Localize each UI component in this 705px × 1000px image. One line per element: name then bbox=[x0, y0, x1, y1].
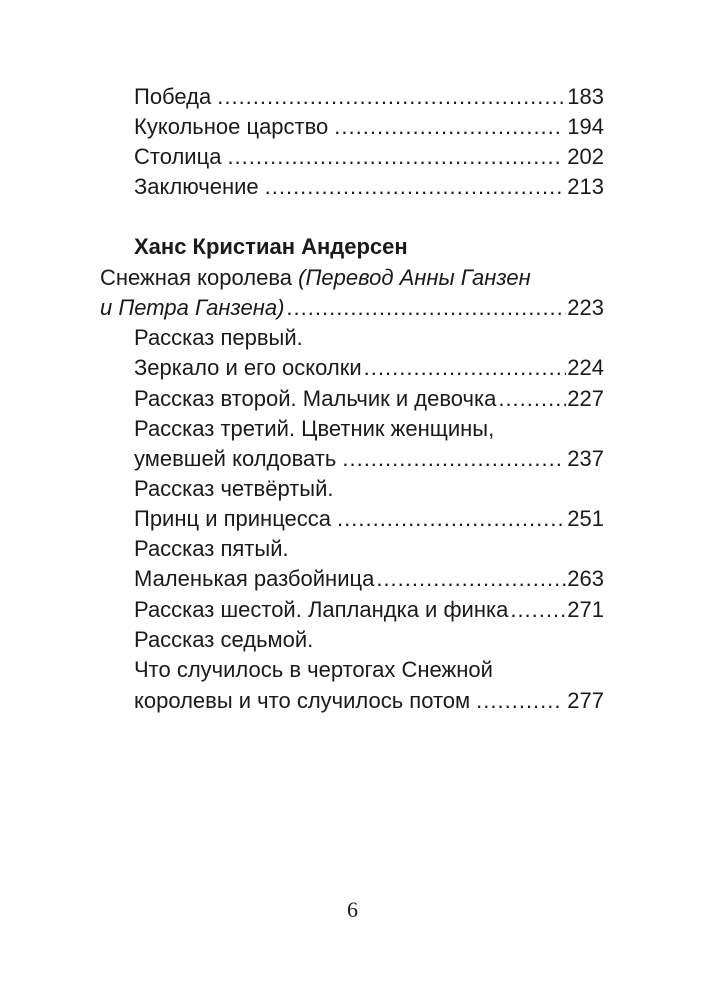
toc-entry-page: 202 bbox=[567, 144, 604, 169]
dot-leader bbox=[376, 564, 566, 594]
toc-entry[interactable] bbox=[134, 686, 604, 716]
page-number: 6 bbox=[347, 897, 358, 922]
story-heading: Рассказ пятый. bbox=[134, 536, 289, 561]
toc-entry-page: 251 bbox=[567, 506, 604, 531]
toc-entry[interactable] bbox=[134, 595, 604, 625]
toc-entry-title: Маленькая разбойница bbox=[134, 566, 375, 591]
translation-note: (Перевод Анны Ганзен bbox=[298, 265, 531, 290]
toc-entry[interactable] bbox=[134, 112, 604, 142]
story-heading: Рассказ третий. Цветник женщины, bbox=[134, 416, 495, 441]
toc-entry-title: Заключение bbox=[134, 174, 259, 199]
toc-entry-title: умевшей колдовать bbox=[134, 446, 337, 471]
work-title-line bbox=[100, 263, 531, 293]
toc-entry-page: 237 bbox=[567, 446, 604, 471]
story-heading: Рассказ четвёртый. bbox=[134, 476, 334, 501]
toc-entry-title: Рассказ шестой. Лапландка и финка bbox=[134, 597, 509, 622]
story-heading: Рассказ седьмой. bbox=[134, 627, 314, 652]
toc-entry-title: Кукольное царство bbox=[134, 114, 329, 139]
toc-entry[interactable] bbox=[134, 564, 604, 594]
toc-entry-page: 271 bbox=[567, 597, 604, 622]
toc-entry-title: Зеркало и его осколки bbox=[134, 355, 362, 380]
toc-entry-page: 263 bbox=[567, 566, 604, 591]
toc-entry-title: Рассказ второй. Мальчик и девочка bbox=[134, 386, 497, 411]
dot-leader bbox=[498, 384, 566, 414]
toc-entry-page: 227 bbox=[567, 386, 604, 411]
dot-leader bbox=[510, 595, 566, 625]
toc-entry-title: Победа bbox=[134, 84, 212, 109]
work-title: Снежная королева bbox=[100, 265, 292, 290]
toc-entry[interactable] bbox=[134, 504, 604, 534]
story-title-line: Что случилось в чертогах Снежной bbox=[134, 657, 493, 682]
toc-entry-title: королевы и что случилось потом bbox=[134, 688, 471, 713]
toc-entry-page: 277 bbox=[567, 688, 604, 713]
author-heading: Ханс Кристиан Андерсен bbox=[134, 234, 408, 259]
toc-entry-page: 183 bbox=[567, 84, 604, 109]
toc-entry[interactable] bbox=[100, 293, 604, 323]
dot-leader bbox=[476, 686, 563, 716]
toc-entry-title: Принц и принцесса bbox=[134, 506, 332, 531]
toc-entry[interactable] bbox=[134, 172, 604, 202]
toc-entry[interactable] bbox=[134, 444, 604, 474]
dot-leader bbox=[265, 172, 564, 202]
toc-entry[interactable] bbox=[134, 142, 604, 172]
dot-leader bbox=[364, 353, 567, 383]
toc-entry-page: 213 bbox=[567, 174, 604, 199]
toc-entry-page: 224 bbox=[567, 355, 604, 380]
dot-leader bbox=[342, 444, 563, 474]
toc-entry[interactable] bbox=[134, 353, 604, 383]
dot-leader bbox=[286, 293, 566, 323]
toc-entry-title: Столица bbox=[134, 144, 222, 169]
dot-leader bbox=[334, 112, 563, 142]
dot-leader bbox=[227, 142, 563, 172]
toc-entry-page: 194 bbox=[567, 114, 604, 139]
dot-leader bbox=[217, 82, 563, 112]
translation-note-cont: и Петра Ганзена) bbox=[100, 295, 285, 320]
toc-entry[interactable] bbox=[134, 384, 604, 414]
story-heading: Рассказ первый. bbox=[134, 325, 303, 350]
toc-entry[interactable] bbox=[134, 82, 604, 112]
dot-leader bbox=[337, 504, 563, 534]
toc-entry-page: 223 bbox=[567, 295, 604, 320]
